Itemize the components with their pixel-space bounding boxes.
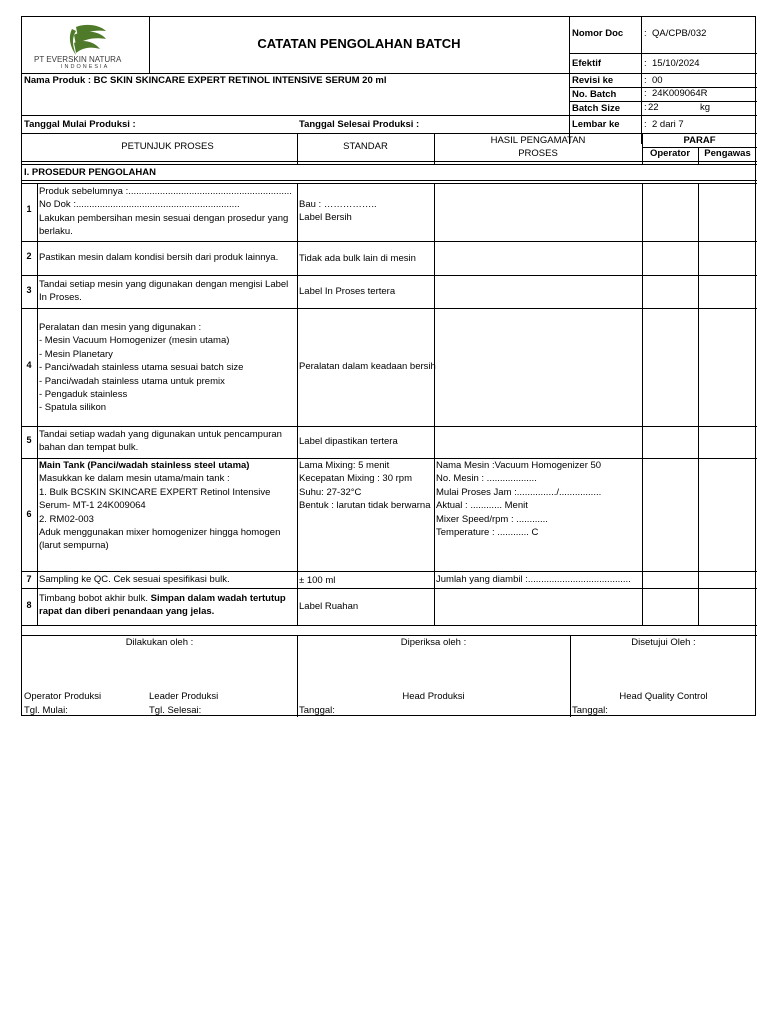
meta-value-nomor-doc: QA/CPB/032 [652, 28, 707, 39]
step-3-petunjuk: Tandai setiap mesin yang digunakan dengan mengisi Label In Proses. [39, 279, 289, 304]
footer-operator-produksi: Operator Produksi [24, 691, 102, 702]
col-header-pengawas: Pengawas [704, 148, 751, 159]
footer-disetujui: Disetujui Oleh : [631, 637, 696, 648]
footer-tgl-mulai: Tgl. Mulai: [24, 705, 68, 716]
step-number: 4 [26, 360, 32, 370]
batch-record-form [21, 16, 756, 716]
step-4-standar: Peralatan dalam keadaan bersih [299, 361, 436, 372]
footer-diperiksa: Diperiksa oleh : [400, 637, 467, 648]
step-7-standar: ± 100 ml [299, 575, 336, 586]
step-number: 8 [26, 600, 32, 610]
col-header-operator: Operator [649, 148, 691, 159]
meta-colon: : [644, 58, 647, 69]
company-logo [28, 21, 148, 73]
meta-value-lembar: 2 dari 7 [652, 119, 684, 130]
meta-colon: : [644, 119, 647, 130]
col-header-paraf: PARAF [683, 135, 716, 146]
meta-label-batch-size: Batch Size [572, 103, 621, 114]
meta-label-efektif: Efektif [572, 58, 602, 69]
step-number: 6 [26, 509, 32, 519]
step-number: 3 [26, 285, 32, 295]
footer-tgl-selesai: Tgl. Selesai: [149, 705, 202, 716]
step-5-standar: Label dipastikan tertera [299, 436, 398, 447]
step-5-petunjuk: Tandai setiap wadah yang digunakan untuk pencampuran bahan dan tempat bulk. [39, 429, 282, 454]
step-1-standar: Bau : …………….. Label Bersih [299, 199, 377, 224]
start-date-label: Tanggal Mulai Produksi : [24, 119, 136, 130]
meta-colon: : [644, 75, 647, 86]
col-header-standar: STANDAR [343, 141, 388, 152]
step-6-hasil: Nama Mesin :Vacuum Homogenizer 50 No. Mesin : ................... Mulai Proses Jam :.............../................ Aktual : ............ Menit Mixer Speed/rpm : ............ Temperature : ............ C [436, 460, 602, 539]
step-6-petunjuk: Main Tank (Panci/wadah stainless steel utama) Masukkan ke dalam mesin utama/main tank : 1. Bulk BCSKIN SKINCARE EXPERT Retinol Intensive Serum- MT-1 24K009064 2. RM02-003 Aduk menggunakan mixer homogenizer hingga homogen (larut sempurna) [39, 460, 281, 552]
footer-head-produksi: Head Produksi [402, 691, 465, 702]
company-subname: INDONESIA [61, 64, 110, 70]
step-7-hasil: Jumlah yang diambil :....................................... [436, 574, 631, 585]
meta-label-nomor-doc: Nomor Doc [572, 28, 624, 39]
step-8-petunjuk: Timbang bobot akhir bulk. Simpan dalam wadah tertutup rapat dan diberi penandaan yang jelas. [39, 593, 286, 618]
meta-unit-kg: kg [700, 102, 711, 113]
step-3-standar: Label In Proses tertera [299, 286, 396, 297]
step-2-standar: Tidak ada bulk lain di mesin [299, 253, 416, 264]
col-header-hasil-2: PROSES [518, 148, 558, 159]
step-1-petunjuk: Produk sebelumnya :.............................................................. No Dok :.............................................................. Lakukan pembersihan mesin sesuai dengan prosedur yang berlaku. [39, 186, 292, 238]
section-title: I. PROSEDUR PENGOLAHAN [24, 167, 156, 178]
meta-label-batch: No. Batch [572, 89, 617, 100]
footer-head-qc: Head Quality Control [619, 691, 708, 702]
meta-colon: : [644, 102, 647, 113]
step-number: 7 [26, 574, 32, 584]
step-number: 1 [26, 204, 32, 214]
step-8-standar: Label Ruahan [299, 601, 359, 612]
meta-value-batch: 24K009064R [652, 88, 708, 99]
step-4-petunjuk: Peralatan dan mesin yang digunakan : - Mesin Vacuum Homogenizer (mesin utama) - Mesin Planetary - Panci/wadah stainless utama sesuai batch size - Panci/wadah stainless utama untuk premix - Pengaduk stainless - Spatula silikon [39, 322, 244, 414]
meta-label-revisi: Revisi ke [572, 75, 614, 86]
step-6-standar: Lama Mixing: 5 menit Kecepatan Mixing : 30 rpm Suhu: 27-32°C Bentuk : larutan tidak berwarna [299, 460, 431, 512]
meta-value-revisi: 00 [652, 75, 663, 86]
footer-tanggal-2: Tanggal: [572, 705, 608, 716]
step-7-petunjuk: Sampling ke QC. Cek sesuai spesifikasi bulk. [39, 574, 230, 585]
meta-colon: : [644, 88, 647, 99]
meta-colon: : [644, 28, 647, 39]
footer-leader-produksi: Leader Produksi [149, 691, 219, 702]
step-number: 5 [26, 435, 32, 445]
col-header-petunjuk: PETUNJUK PROSES [121, 141, 214, 152]
step-number: 2 [26, 251, 32, 261]
document-title: CATATAN PENGOLAHAN BATCH [257, 36, 461, 51]
meta-value-efektif: 15/10/2024 [652, 58, 700, 69]
meta-label-lembar: Lembar ke [572, 119, 620, 130]
footer-dilakukan: Dilakukan oleh : [125, 637, 194, 648]
footer-tanggal-1: Tanggal: [299, 705, 335, 716]
step-2-petunjuk: Pastikan mesin dalam kondisi bersih dari produk lainnya. [39, 252, 279, 263]
end-date-label: Tanggal Selesai Produksi : [299, 119, 420, 130]
meta-value-batch-size: 22 [648, 102, 659, 113]
company-name: PT EVERSKIN NATURA [34, 55, 122, 64]
product-name: Nama Produk : BC SKIN SKINCARE EXPERT RETINOL INTENSIVE SERUM 20 ml [24, 75, 387, 86]
col-header-hasil-1: HASIL PENGAMATAN [490, 135, 586, 146]
